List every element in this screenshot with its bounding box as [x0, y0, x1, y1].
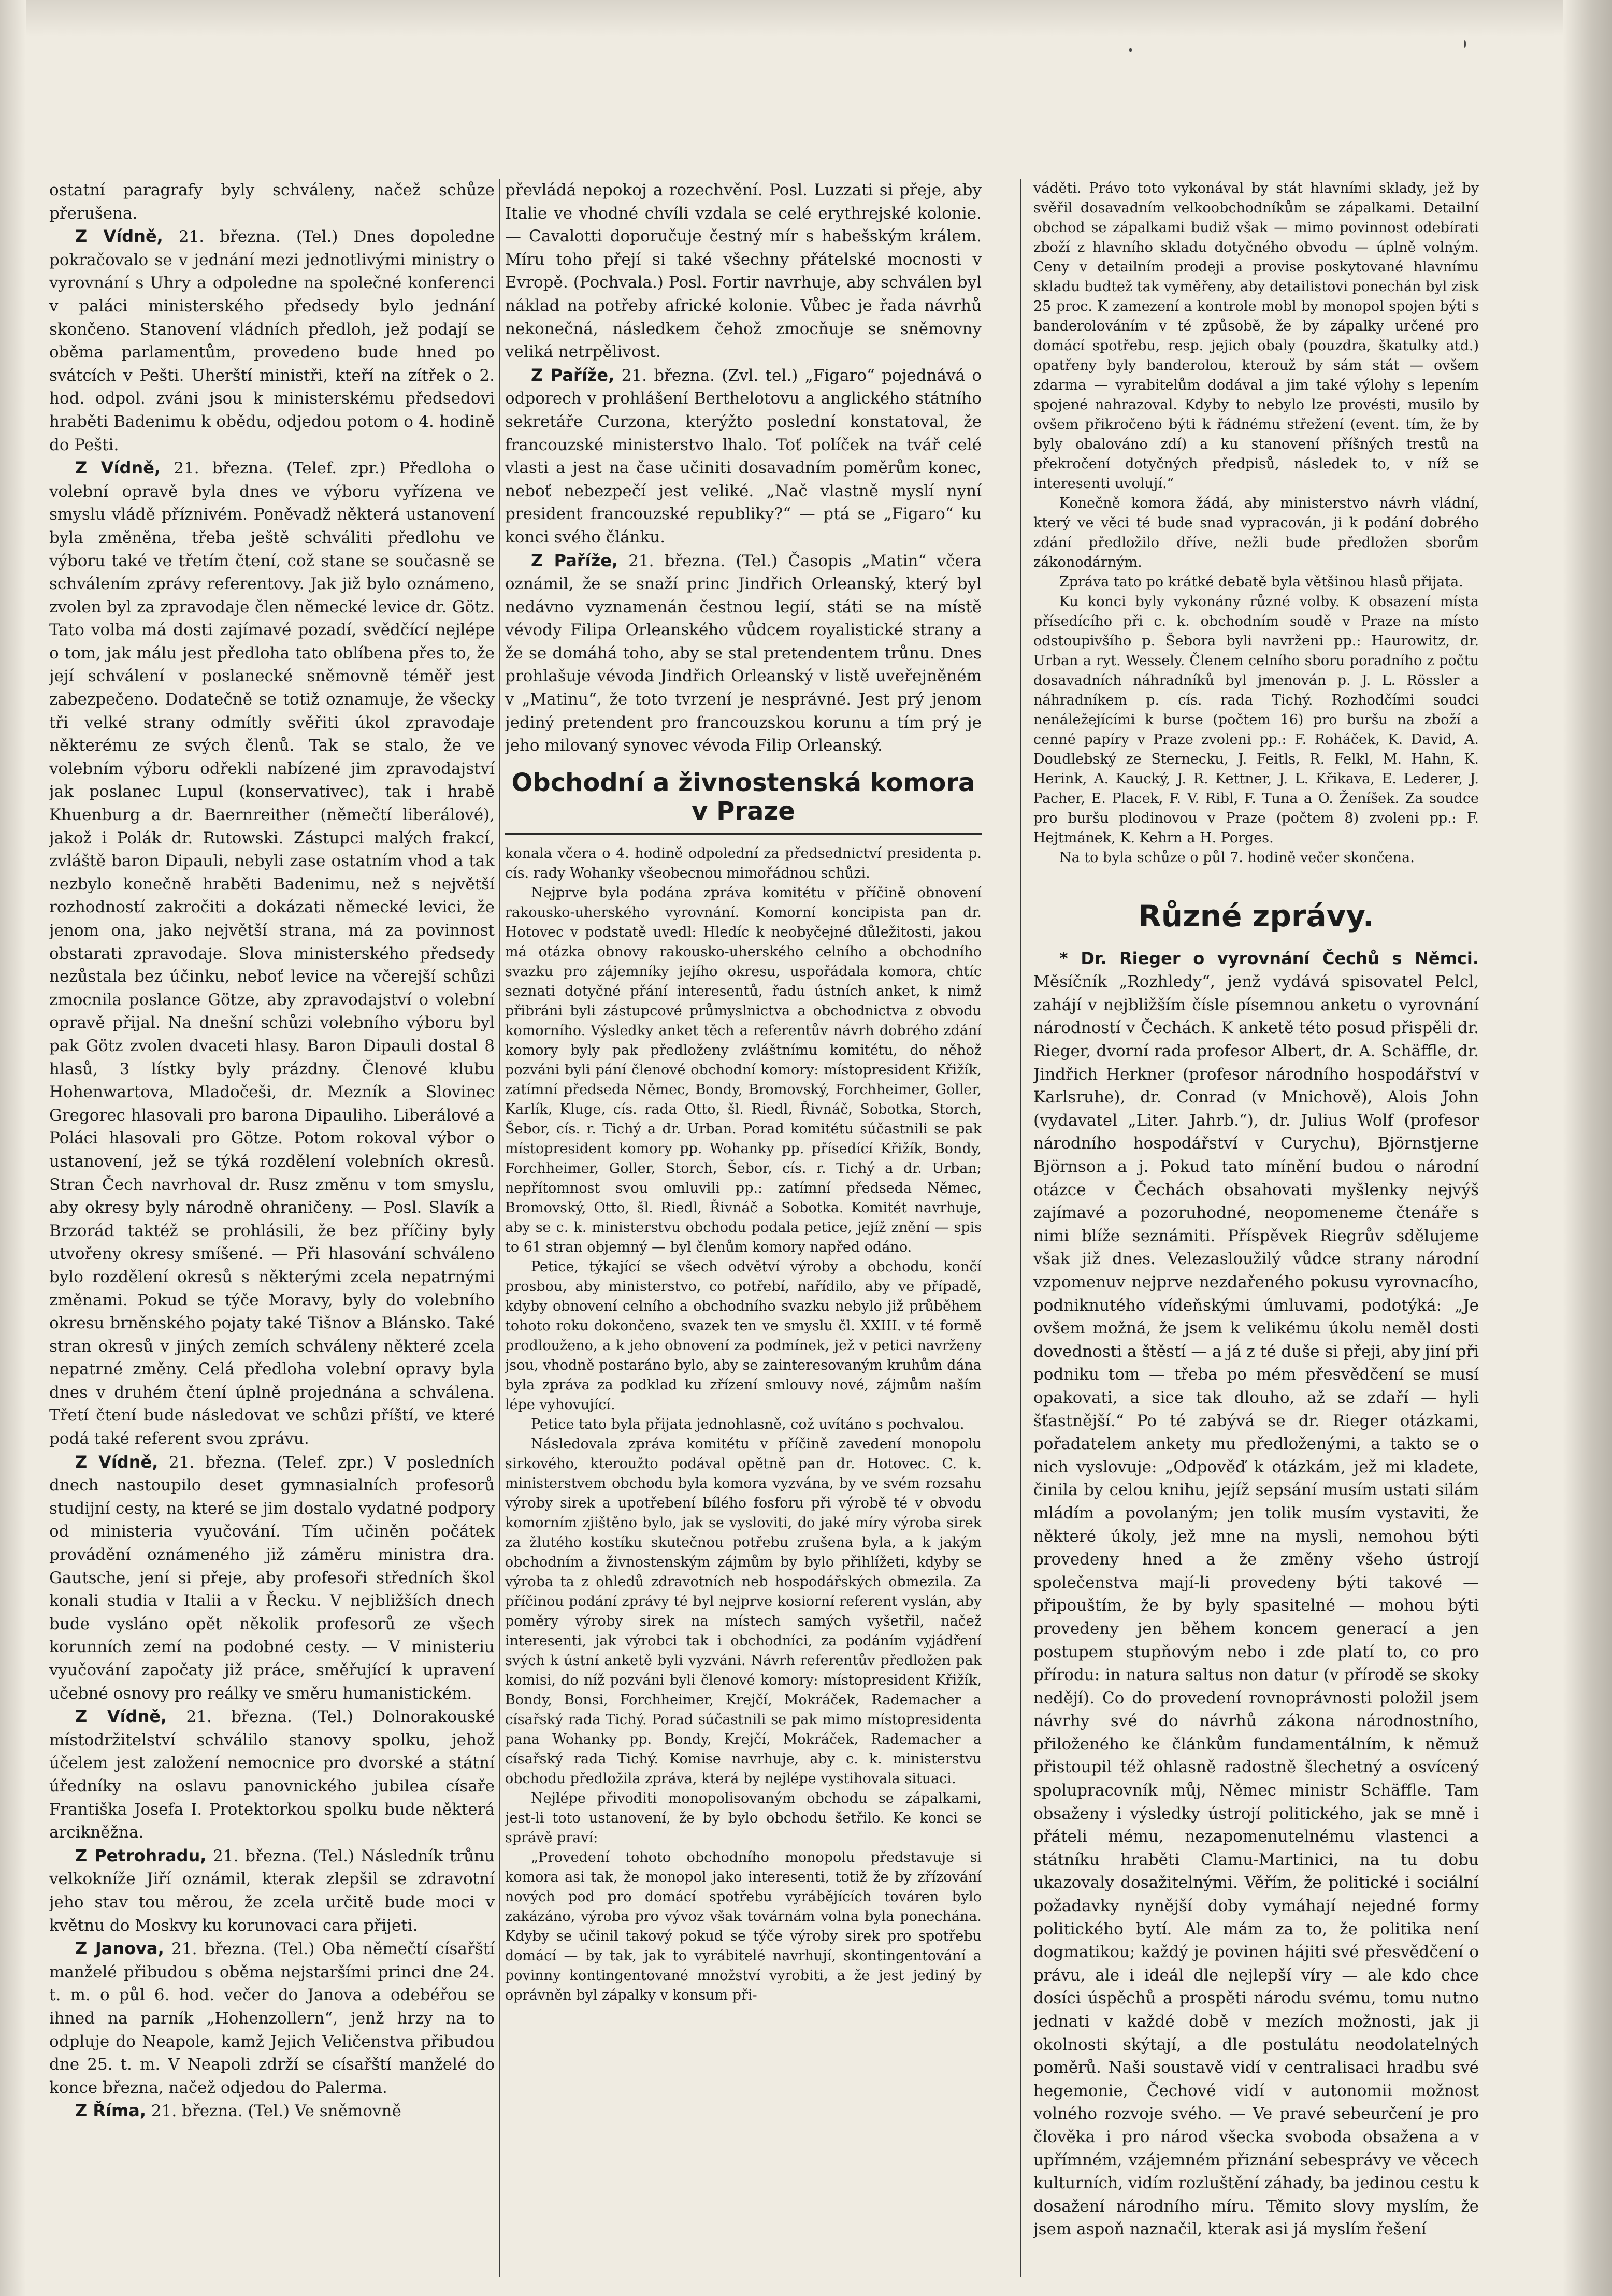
- page-shadow-left: [0, 0, 26, 2296]
- section-heading-chamber: Obchodní a živnostenská komora v Praze: [511, 768, 975, 826]
- column-rule-1: [499, 179, 500, 2277]
- chamber-paragraph: Ku konci byly vykonány různé volby. K obsazení místa přísedícího při c. k. obchodním soudě v Praze na místo odstoupivšího p. Šebora byli navrženi pp.: Haurowitz, dr. Urban a ryt. Wessely. Členem celního sboru poradního z počtu dosavadních náhradníků byl jmenován p. J. L. Rössler a náhradníkem p. cís. rada Tichý. Rozhodčími soudci nenáležejícími k burse (počtem 16) pro buršu na zboží a cenné papíry v Praze zvoleni pp.: F. Roháček, K. David, A. Doudlebský ze Sternecku, J. Feitls, R. Felkl, M. Hahn, K. Herink, A. Kaucký, J. R. Kettner, J. L. Křikava, E. Lederer, J. Pacher, E. Placek, F. V. Ribl, F. Tuna a O. Ženíšek. Za soudce pro buršu plodinovou v Praze (počtem 8) zvoleni pp.: F. Hejtmánek, K. Kehrn a H. Porges.: [1033, 594, 1479, 846]
- chamber-paragraph: Zpráva tato po krátké debatě byla většinou hlasů přijata.: [1059, 574, 1463, 590]
- news-item-rieger: [1033, 947, 1479, 2241]
- chamber-paragraph: Petice, týkající se všech odvětví výroby a obchodu, končí prosbou, aby ministerstvo, co potřebí, nařídilo, aby ve případě, kdyby obnovení celního a obchodního svazku nebylo již průběhem tohoto roku dokončeno, svazek ten ve smyslu čl. XXIII. v té formě prodlouženo, a k jeho obnovení za podmínek, jež v petici navrženy jsou, vhodně postaráno bylo, aby se zainteresovaným kruhům dána byla zpráva za podklad ku zřízení smlouvy nové, zájmům naším lépe vyhovující.: [505, 1259, 982, 1413]
- dateline: Z Paříže,: [531, 550, 618, 570]
- news-text: 21. března. (Tel.) Oba němečtí císařští manželé přibudou s oběma nejstaršími princi dne 24. t. m. o půl 6. hod. večer do Janova a odebéřou se ihned na parník „Hohenzollern“, jenž hrzy na to odpluje do Neapole, kamž Jejich Veličenstva přibudou dne 25. t. m. V Neapoli zdrží se císařští manželé do konce března, načež odjedou do Palerma.: [49, 1940, 495, 2097]
- news-text: 21. března. (Zvl. tel.) „Figaro“ pojednává o odporech v prohlášení Berthelotovu a anglického státního sekretáře Curzona, kterýžto poslední konstatoval, že francouzské ministerstvo lhalo. Toť políček na tvář celé vlasti a jest na čase učiniti dosavadním poměrům konec, neboť nebezpečí jest veliké. „Nač vlastně myslí nyní president francouzské republiky?“ — ptá se „Figaro“ ku konci svého článku.: [505, 366, 982, 547]
- chamber-paragraph: Konečně komora žádá, aby ministerstvo návrh vládní, který ve věci té bude snad vypracován, ji k podání dobrého zdání předložilo dříve, nežli bude předložen sborům zákonodárným.: [1033, 495, 1479, 570]
- news-text: 21. března. (Tel.) Časopis „Matin“ včera oznámil, že se snaží princ Jindřich Orleanský, který byl nedávno vyznamenán čestnou legií, státi se na místě vévody Filipa Orleanského vůdcem royalistické strany a že se domáhá toho, aby se stal pretendentem trůnu. Dnes prohlašuje vévoda Jindřich Orleanský v listě uveřejněném v „Matinu“, že toto tvrzení je nesprávné. Jest prý jenom jediný pretendent pro francouzskou korunu a tím prý je jeho milovaný synovec vévoda Filip Orleanský.: [505, 551, 982, 755]
- column-rule-2: [1020, 179, 1021, 2277]
- dateline: Z Vídně,: [75, 226, 163, 247]
- news-text: 21. března. (Tel.) Ve sněmovně: [146, 2102, 401, 2121]
- news-text: Měsíčník „Rozhledy“, jenž vydává spisovatel Pelcl, zahájí v nejbližším čísle písemnou anketu o vyrovnání národností v Čechách. K anketě této posud přispěli dr. Rieger, dvorní rada profesor Albert, dr. A. Schäffle, dr. Jindřich Herkner (profesor národního hospodářství v Karlsruhe), dr. Conrad (v Mnichově), Alois John (vydavatel „Liter. Jahrb.“), dr. Julius Wolf (profesor národního hospodářství v Curychu), Björnstjerne Björnson a j. Pokud tato mínění budou o národní otázce v Čechách obsahovati myšlenky nejvýš zajímavé a pozoruhodné, neopomeneme čtenáře s nimi blíže seznámiti. Příspěvek Riegrův sdělujeme však již dnes. Velezasloužilý vůdce strany národní vzpomenuv nejprve nezdařeného pokusu vyrovnacího, podniknutého vídeňskými úmluvami, podotýká: „Je ovšem možná, že jsem k velikému úkolu neměl dosti dovednosti a štěstí — a já z té duše si přeji, aby jiní při podniku tom — třeba po mém přesvědčení se musí opakovati, a sice tak dlouho, až se zdaří — hyli šťastnější.“ Po té zabývá se dr. Rieger otázkami, pořadatelem ankety mu předloženými, a takto se o nich vyslovuje: „Odpověď k otázkám, jež mi kladete, činila by celou knihu, jejíž sepsání musím ustati silám mládím a povolaným; jen tolik musím vystaviti, že některé úkoly, jež mne na mysli, nemohou býti provedeny hned a že změny všeho ústrojí společenstva mají-li provedeny býti takové — připouštím, že by byly spasitelné — mohou býti provedeny jen během koncem generací a jen postupem stupňovým nebo i zde platí to, co pro přírodu: in natura saltus non datur (v přírodě se skoky nedějí). Co do provedení rovnoprávnosti položil jsem návrhy své do návrhů zákona národnostního, přiloženého ke článkům fundamentálním, k němuž přistoupil též ohlasně radostně šlechetný a osvícený spolupracovník můj, Němec ministr Schäffle. Tam obsaženy i výsledky ústrojí politického, jak se mně i přáteli mému, nezapomenutelnému vlastenci a státníku hraběti Clamu-Martinici, na tu dobu ukazovaly dosažitelnými. Věřím, že politické i sociální požadavky nynější doby vymáhají nejedné formy politického bytí. Ale mám za to, že politika není dogmatikou; každý je povinen hájiti své přesvědčení o právu, ale i ideál dle nejlepší víry — ale kdo chce dosíci úspěchů a prospěti národu svému, tomu nutno jednati v každé době v mezích možnosti, jak ji okolnosti skýtají, a dle postulátu neodolatelných poměrů. Naši soustavě vidí v centralisaci hradbu své hegemonie, Čechové vidí v autonomii možnost volného rozvoje svého. — Ve pravé sebeurčení je pro člověka i pro národ všecka svoboda obsažena a v upřímném, vzájemném přiznání sebesprávy ve věcech kulturních, vidím rozluštění záhady, ba jedinou cestu k dosažení národního míru. Těmito slovy myslím, že jsem aspoň naznačil, kterak asi já myslím řešení: [1033, 972, 1479, 2239]
- news-item-paris-2: [505, 549, 982, 757]
- heading-rule: [505, 833, 982, 835]
- article-paragraph: ostatní paragrafy byly schváleny, načež schůze přerušena.: [49, 181, 495, 223]
- news-text: 21. března. (Tel.) Dolnorakouské místodržitelství schválilo stanovy spolku, jehož účelem jest založení nemocnice pro dvorské a státní úředníky na oslavu panovnického jubilea císaře Františka Josefa I. Protektorkou spolku bude některá arcikněžna.: [49, 1707, 495, 1842]
- news-item-paris-1: [505, 364, 982, 549]
- news-item-vienna-2: [49, 456, 495, 1451]
- news-item-vienna-3: [49, 1451, 495, 1705]
- chamber-paragraph: váděti. Právo toto vykonával by stát hlavními sklady, jež by svěřil dosavadním velkoobchodníkům se zápalkami. Detailní obchod se zápalkami budiž však — mimo povinnost odebírati zboží z hlavního skladu dotyčného obvodu — úplně volným. Ceny v detailním prodeji a provise poskytované hlavnímu skladu budtež tak vyměřeny, aby detailistovi ponechán byl zisk 25 proc. K zamezení a kontrole mobl by monopol spojen býti s banderolováním v té způsobě, že by zápalky určené pro domácí spotřebu, resp. jejich obaly (pouzdra, škatulky atd.) opatřeny byly banderolou, kterouž by sám stát — ovšem zdarma — vyrabitelům dodával a jim také výlohy s lepením spojené nahrazoval. Kdyby to nebylo lze provésti, musilo by ovšem přikročeno býti k řádnému střežení (event. tím, že by byly obalováno zdí) a ku stanovení příšných trestů na překročení dotyčných předpisů, následek to, v níž se interesenti uvolují.“: [1033, 180, 1479, 492]
- chamber-paragraph: Na to byla schůze o půl 7. hodině večer skončena.: [1059, 850, 1415, 866]
- chamber-paragraph: Následovala zpráva komitétu v příčině zavedení monopolu sirkového, kteroužto podával opětně pan dr. Hotovec. C. k. ministerstvem obchodu byla komora vyzvána, by ve svém rozsahu výroby sirek a upotřebení bílého fosforu při výrobě té v obvodu komorním zjištěno bylo, jak se vysloviti, do jaké míry výroba sirek za žlutého kostíku skutečnou potřebu zrušena byla, a k jakým obchodním a živnostenským zájmům by bylo přihlížeti, kdyby se výroba ta z ohledů zdravotních neb hospodářských obmezila. Za příčinou podání zprávy té byl nejprve kosiorní referent vyslán, aby poměry výroby sirek na místech samých vyšetřil, načež interesenti, jak výrobci tak i obchodníci, za podáním vyjádření svých k ústní anketě byli vyzváni. Návrh referentův předložen pak komisi, do níž pozváni byli členové komory: místopresident Křižík, Bondy, Bonsi, Forchheimer, Krejčí, Mokráček, Rademacher a císařský rada Tichý. Porad súčastnili se pak mimo místopresidenta pana Wohanky pp. Bondy, Krejčí, Mokráček, Rademacher a císařský rada Tichý. Komise navrhuje, aby c. k. ministerstvu obchodu předložila zpráva, která by nejlépe vystihovala situaci.: [505, 1436, 982, 1787]
- item-heading: * Dr. Rieger o vyrovnání Čechů s Němci.: [1059, 948, 1479, 968]
- column-3: [1033, 179, 1479, 2277]
- dateline: Z Janova,: [75, 1939, 164, 1959]
- chamber-paragraph: Nejlépe přivoditi monopolisovaným obchodu se zápalkami, jest-li toto ustanovení, že by bylo obchodu šetřilo. Ke konci se správě praví:: [505, 1790, 982, 1846]
- page-shadow-top: [0, 0, 1612, 36]
- dateline: Z Petrohradu,: [75, 1845, 207, 1866]
- news-item-petrograd: [49, 1844, 495, 1937]
- news-text: 21. března. (Telef. zpr.) Předloha o volební opravě byla dnes ve výboru vyřízena ve smyslu vládě příznivém. Poněvadž některá ustanovení byla změněna, třeba ještě schváliti předlohu ve výboru také ve třetím čtení, což stane se současně se schválením zprávy referentovy. Jak již bylo oznámeno, zvolen byl za zpravodaje člen německé levice dr. Götz. Tato volba má dosti zajímavé pozadí, svědčící nejlépe o tom, jak málu jest předloha tato oblíbena přes to, že její schválení v poslanecké sněmovně téměř jest zabezpečeno. Dodatečně se totiž oznamuje, že všecky tři velké strany odmítly svěřiti úkol zpravodaje některému ze svých členů. Tak se stalo, že ve volebním výboru odřekli nabízené jim zpravodajství jak poslanec Lupul (konservativec), tak i hrabě Khuenburg a dr. Baernreither (němečtí liberálové), jakož i Polák dr. Rutowski. Zástupci malých frakcí, zvláště baron Dipauli, nebyli zase ostatním vhod a tak nezbylo konečně hraběti Badenimu, než s největší rozhodností zakročiti a dokázati německé levici, že jenom ona, jako největší strana, má za povinnost obstarati zpravodaje. Slova ministerského předsedy nezůstala bez účinku, neboť levice na včerejší schůzi zmocnila poslance Götze, aby zpravodajství o volební opravě přijal. Na dnešní schůzi volebního výboru byl pak Götz zvolen dvaceti hlasy. Baron Dipauli dostal 8 hlasů, 3 lístky byly prázdny. Členové klubu Hohenwartova, Mladočeši, dr. Mezník a Slovinec Gregorec hlasovali pro barona Dipauliho. Liberálové a Poláci hlasovali pro Götze. Potom rokoval výbor o ustanovení, jež se týká rozdělení volebních okresů. Stran Čech navrhoval dr. Rusz změnu v tom smyslu, aby okresy byly národně ohraničeny. — Posl. Slavík a Brzorád taktéž se prohlásili, že bez příčiny byly utvořeny okresy smíšené. — Při hlasování schváleno bylo rozdělení okresů s některými zcela nepatrnými změnami. Pokud se týče Moravy, byly do volebního okresu brněnského pojaty také Tišnov a Blánsko. Také stran okresů v jiných zemích schváleny některé zcela nepatrné změny. Celá předloha volební opravy byla dnes v druhém čtení úplně projednána a schválena. Třetí čtení bude následovat ve schůzi příští, ve které podá také referent svou zprávu.: [49, 459, 495, 1448]
- column-2: [505, 179, 982, 2277]
- article-paragraph: převládá nepokoj a rozechvění. Posl. Luzzati si přeje, aby Italie ve vhodné chvíli vzdala se celé erythrejské kolonie. — Cavalotti doporučuje čestný mír s habešským králem. Míru toho přejí si také všechny přátelské mocnosti v Evropě. (Pochvala.) Posl. Fortir navrhuje, aby schválen byl náklad na potřeby africké kolonie. Vůbec je řada návrhů nekonečná, následkem čehož zmocňuje se sněmovny veliká netrpělivost.: [505, 181, 982, 362]
- news-item-rome: [49, 2099, 495, 2123]
- dateline: Z Vídně,: [75, 458, 161, 478]
- column-1: [49, 179, 495, 2277]
- dateline: Z Říma,: [75, 2101, 147, 2121]
- print-speck: [1464, 40, 1466, 48]
- dateline: Z Vídně,: [75, 1452, 159, 1472]
- dateline: Z Paříže,: [531, 365, 615, 385]
- news-text: 21. března. (Telef. zpr.) V posledních dnech nastoupilo deset gymnasialních profesorů studijní cesty, na které se jim dostalo vydatné podpory od ministeria vyučování. Tím učiněn počátek provádění oznámeného již záměru ministra dra. Gautsche, jení si přeje, aby profesoři středních škol konali studia v Italii a v Řecku. V nejbližších dnech bude vysláno opět několik profesorů ze všech korunních zemí na podobné cesty. — V ministeriu vyučování započaty již práce, směřující k upravení učebné osnovy pro reálky ve směru humanistickém.: [49, 1453, 495, 1703]
- news-item-genoa: [49, 1937, 495, 2099]
- chamber-paragraph: „Provedení tohoto obchodního monopolu představuje si komora asi tak, že monopol jako interesenti, totiž že by zřízování nových pod pro domácí spotřebu vyrábějících továren bylo zakázáno, výroba pro vývoz však továrnám volna byla ponechána. Kdyby se učinil takový pokud se týče výroby sirek pro spotřebu domácí — by tak, jak to vyrábitelé navrhují, skontingentování a povinny kontingentované množství vyrobiti, a že jest jediný by oprávněn byl zápalky v konsum při-: [505, 1849, 982, 2004]
- dateline: Z Vídně,: [75, 1706, 167, 1727]
- news-item-vienna-1: [49, 225, 495, 456]
- chamber-paragraph: Petice tato byla přijata jednohlasně, což uvítáno s pochvalou.: [531, 1416, 965, 1433]
- print-speck: [1129, 48, 1132, 52]
- news-text: 21. března. (Tel.) Dnes dopoledne pokračovalo se v jednání mezi jednotlivými ministry o vyrovnání s Uhry a odpoledne na společné konferenci v paláci ministerského předsedy bylo jednání skončeno. Stanovení vládních předloh, jež podají se oběma parlamentům, provedeno bude hned po svátcích v Pešti. Uherští ministři, kteří na zítřek o 2. hod. odpol. zváni jsou k ministerskému předsedovi hraběti Badenimu k obědu, odjedou potom o 4. hodině do Pešti.: [49, 227, 495, 454]
- section-heading-misc: Různé zprávy.: [1138, 898, 1374, 934]
- chamber-paragraph: Nejprve byla podána zpráva komitétu v příčině obnovení rakousko-uherského vyrovnání. Komorní koncipista pan dr. Hotovec v podstatě uvedl: Hledíc k neobyčejné důležitosti, jakou má otázka obnovy rakousko-uherského celního a obchodního svazku pro zájemníky jejího okresu, uspořádala komora, chtíc seznati dotyčné přání interesentů, řadu ústních anket, k nimž přibráni byli zástupcové průmyslnictva a obchodnictva z obvodu komorního. Výsledky anket těch a referentův návrh dobrého zdání komory byly pak předloženy zvláštnímu komitétu, do něhož pozváni byli pání členové obchodní komory: místopresident Křižík, zatímní předseda Němec, Bondy, Bromovský, Forchheimer, Goller, Karlík, Kluge, cís. rada Otto, šl. Riedl, Řivnáč, Sobotka, Storch, Šebor, cís. r. Tichý a dr. Urban. Porad komitétu súčastnili se pak místopresident komory pp. Wohanky pp. přísedící Křižík, Bondy, Forchheimer, Goller, Storch, Šebor, cís. r. Tichý a dr. Urban; nepřítomnost svou omluvili pp.: zatímní předseda Němec, Bromovský, Otto, šl. Riedl, Řivnáč a Sobotka. Komitét navrhuje, aby se c. k. ministerstvu obchodu podala petice, jejíž znění — spis to 61 stran objemný — byl členům komory napřed odáno.: [505, 885, 982, 1256]
- news-text: 21. března. (Tel.) Následník trůnu velkokníže Jiří oznámil, kterak zlepšil se zdravotní jeho stav tou měrou, že zcela určitě bude moci v květnu do Moskvy ku korunovaci cara přijeti.: [49, 1846, 495, 1935]
- chamber-paragraph: konala včera o 4. hodině odpolední za předsednictví presidenta p. cís. rady Wohanky všeobecnou mimořádnou schůzi.: [505, 845, 982, 882]
- page-shadow-right: [1563, 0, 1612, 2296]
- news-item-vienna-4: [49, 1705, 495, 1844]
